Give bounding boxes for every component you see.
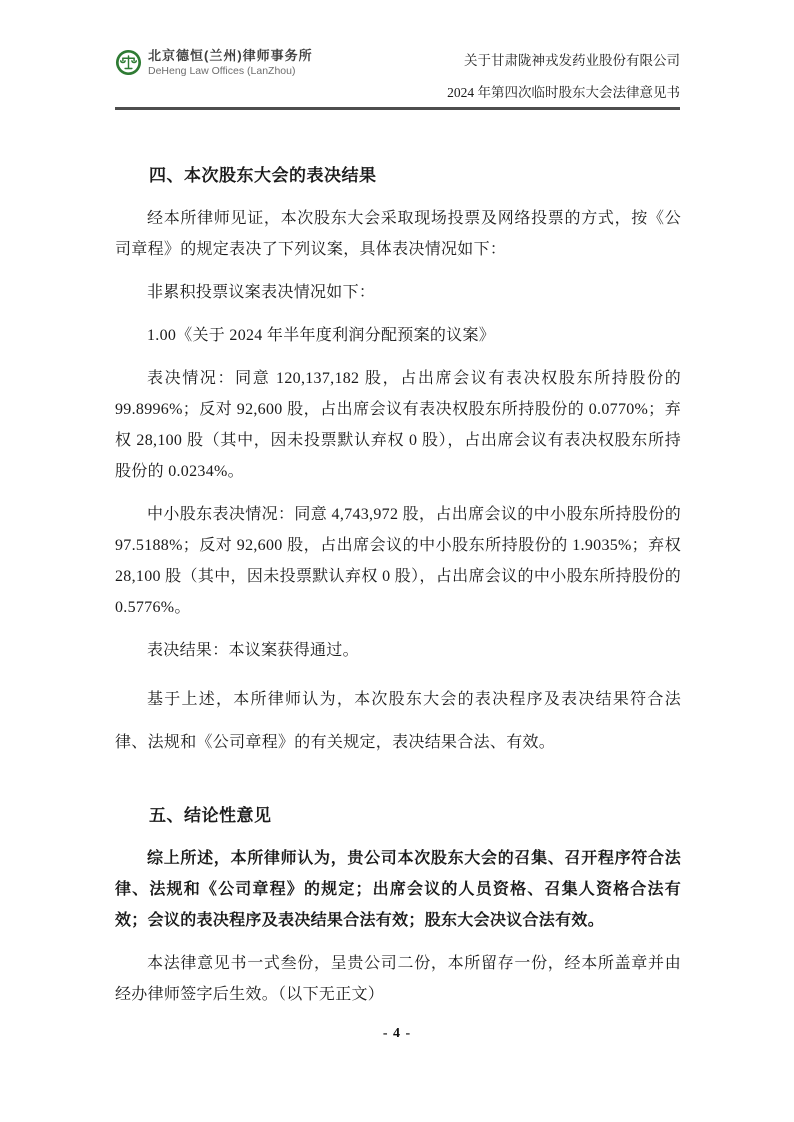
header-divider bbox=[115, 107, 680, 110]
para-vote-legality: 基于上述，本所律师认为，本次股东大会的表决程序及表决结果符合法律、法规和《公司章程》的有关规定，表决结果合法、有效。 bbox=[115, 691, 681, 751]
firm-name-cn: 北京德恒(兰州)律师事务所 bbox=[148, 48, 313, 63]
para-vote-result-all-shareholders: 表决情况：同意 120,137,182 股，占出席会议有表决权股东所持股份的 99.8996%；反对 92,600 股，占出席会议有表决权股东所持股份的 0.0770%；弃权 28,100 股（其中，因未投票默认弃权 0 股），占出席会议有表决权股东所持股份的 0.0234%。 bbox=[115, 370, 681, 480]
header-doc-title bbox=[447, 52, 680, 101]
para-vote-result-minority-shareholders: 中小股东表决情况：同意 4,743,972 股，占出席会议的中小股东所持股份的 97.5188%；反对 92,600 股，占出席会议的中小股东所持股份的 1.9035%；弃权 28,100 股（其中，因未投票默认弃权 0 股），占出席会议的中小股东所持股份的 0.5776%。 bbox=[115, 506, 681, 616]
para-copies-effectiveness: 本法律意见书一式叁份，呈贵公司二份，本所留存一份，经本所盖章并由经办律师签字后生效。（以下无正文） bbox=[115, 955, 681, 1003]
doc-title-line1: 关于甘肃陇神戎发药业股份有限公司 bbox=[464, 53, 680, 68]
section5-heading: 五、结论性意见 bbox=[149, 806, 272, 825]
para-vote-outcome: 表决结果：本议案获得通过。 bbox=[147, 642, 359, 659]
para-proposal-title: 1.00《关于 2024 年半年度利润分配预案的议案》 bbox=[147, 327, 496, 344]
page-footer bbox=[0, 1026, 794, 1042]
page-header bbox=[115, 48, 680, 101]
deheng-scales-logo-icon bbox=[115, 49, 142, 76]
law-firm-name-block bbox=[148, 48, 313, 78]
doc-title-line2: 2024 年第四次临时股东大会法律意见书 bbox=[447, 85, 680, 100]
law-firm-brand bbox=[115, 48, 313, 78]
para-non-cumulative-intro: 非累积投票议案表决情况如下： bbox=[147, 284, 376, 301]
para-conclusion: 综上所述，本所律师认为，贵公司本次股东大会的召集、召开程序符合法律、法规和《公司章程》的规定；出席会议的人员资格、召集人资格合法有效；会议的表决程序及表决结果合法有效；股东大会决议合法有效。 bbox=[115, 850, 681, 929]
section4-heading: 四、本次股东大会的表决结果 bbox=[149, 166, 377, 185]
firm-name-en: DeHeng Law Offices (LanZhou) bbox=[148, 65, 296, 77]
para-witness-statement: 经本所律师见证，本次股东大会采取现场投票及网络投票的方式，按《公司章程》的规定表决了下列议案，具体表决情况如下： bbox=[115, 210, 681, 258]
document-body bbox=[115, 160, 681, 1022]
page-number: - 4 - bbox=[382, 1026, 412, 1041]
